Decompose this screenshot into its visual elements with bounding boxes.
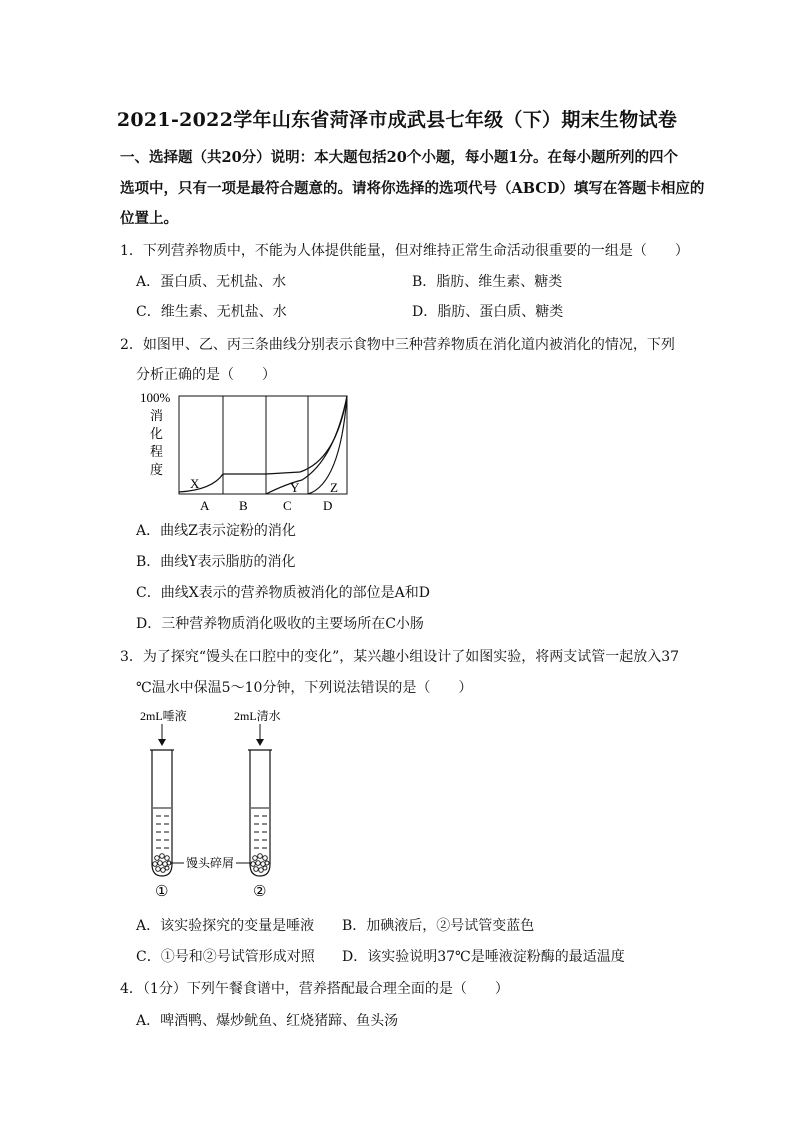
question-3-stem-line2: ℃温水中保温5～10分钟，下列说法错误的是（ ） bbox=[136, 680, 473, 696]
tube-1-number: ① bbox=[155, 884, 169, 900]
section-instructions-line2: 选项中，只有一项是最符合题意的。请将你选择的选项代号（ABCD）填写在答题卡相应的 bbox=[120, 180, 705, 197]
question-3-option-d: D．该实验说明37℃是唾液淀粉酶的最适温度 bbox=[342, 949, 625, 965]
question-2-stem-line1: 2．如图甲、乙、丙三条曲线分别表示食物中三种营养物质在消化道内被消化的情况，下列 bbox=[120, 337, 675, 353]
question-3-stem-line1: 3．为了探究“馒头在口腔中的变化”，某兴趣小组设计了如图实验，将两支试管一起放入37 bbox=[120, 649, 680, 665]
segment-label-c: C bbox=[283, 498, 292, 513]
question-4-stem: 4．（1分）下列午餐食谱中，营养搭配最合理全面的是（ ） bbox=[120, 981, 509, 997]
tube-2-liquid bbox=[251, 808, 269, 848]
question-2-stem-line2: 分析正确的是（ ） bbox=[136, 367, 276, 383]
segment-label-b: B bbox=[239, 498, 248, 513]
question-4-option-a: A．啤酒鸭、爆炒鱿鱼、红烧猪蹄、鱼头汤 bbox=[136, 1013, 399, 1029]
question-2-option-b: B．曲线Y表示脂肪的消化 bbox=[136, 554, 296, 570]
y-label-char-4: 度 bbox=[150, 462, 164, 477]
question-2-option-d: D．三种营养物质消化吸收的主要场所在C小肠 bbox=[136, 616, 424, 632]
tube-2-crumbs bbox=[251, 854, 269, 873]
question-1-option-a: A．蛋白质、无机盐、水 bbox=[136, 274, 287, 290]
question-3-option-b: B．加碘液后，②号试管变蓝色 bbox=[342, 918, 535, 934]
page-title: 2021-2022学年山东省菏泽市成武县七年级（下）期末生物试卷 bbox=[116, 109, 678, 131]
question-3-option-a: A．该实验探究的变量是唾液 bbox=[136, 918, 315, 934]
question-2-option-a: A．曲线Z表示淀粉的消化 bbox=[136, 523, 296, 539]
y-label-char-1: 消 bbox=[150, 408, 164, 423]
tube-1-arrowhead bbox=[158, 739, 166, 746]
tube-2-label: 2mL清水 bbox=[234, 709, 281, 723]
chart-frame bbox=[179, 396, 347, 494]
curve-z-label: Z bbox=[330, 480, 338, 495]
question-1-option-b: B．脂肪、维生素、糖类 bbox=[412, 274, 563, 290]
segment-label-d: D bbox=[323, 498, 333, 513]
tube-1-crumbs bbox=[153, 854, 171, 873]
curve-z bbox=[308, 396, 347, 494]
y-axis-top-label: 100% bbox=[140, 390, 171, 405]
question-1-option-c: C．维生素、无机盐、水 bbox=[136, 304, 287, 320]
section-instructions-line1: 一、选择题（共20分）说明：本大题包括20个小题，每小题1分。在每小题所列的四个 bbox=[120, 149, 678, 166]
section-instructions-line3: 位置上。 bbox=[120, 210, 178, 227]
tube-1-liquid bbox=[153, 808, 171, 848]
tube-2-number: ② bbox=[253, 884, 267, 900]
question-1-stem: 1．下列营养物质中，不能为人体提供能量，但对维持正常生命活动很重要的一组是（ ） bbox=[120, 243, 689, 259]
question-2-option-c: C．曲线X表示的营养物质被消化的部位是A和D bbox=[136, 585, 431, 601]
question-1-option-d: D．脂肪、蛋白质、糖类 bbox=[412, 304, 564, 320]
test-tube-1 bbox=[150, 750, 174, 876]
tube-2-arrowhead bbox=[256, 739, 264, 746]
curve-x bbox=[179, 396, 347, 492]
y-label-char-3: 程 bbox=[150, 444, 164, 459]
crumbs-label: 馒头碎屑 bbox=[186, 856, 235, 870]
curve-y-label: Y bbox=[290, 480, 300, 495]
test-tube-2 bbox=[248, 750, 272, 876]
test-tube-figure bbox=[136, 706, 336, 902]
curve-x-label: X bbox=[190, 476, 200, 491]
y-label-char-2: 化 bbox=[150, 426, 164, 441]
question-3-option-c: C．①号和②号试管形成对照 bbox=[136, 949, 315, 965]
tube-1-label: 2mL唾液 bbox=[140, 709, 187, 723]
digestion-curve-figure bbox=[140, 388, 380, 516]
segment-label-a: A bbox=[200, 498, 210, 513]
